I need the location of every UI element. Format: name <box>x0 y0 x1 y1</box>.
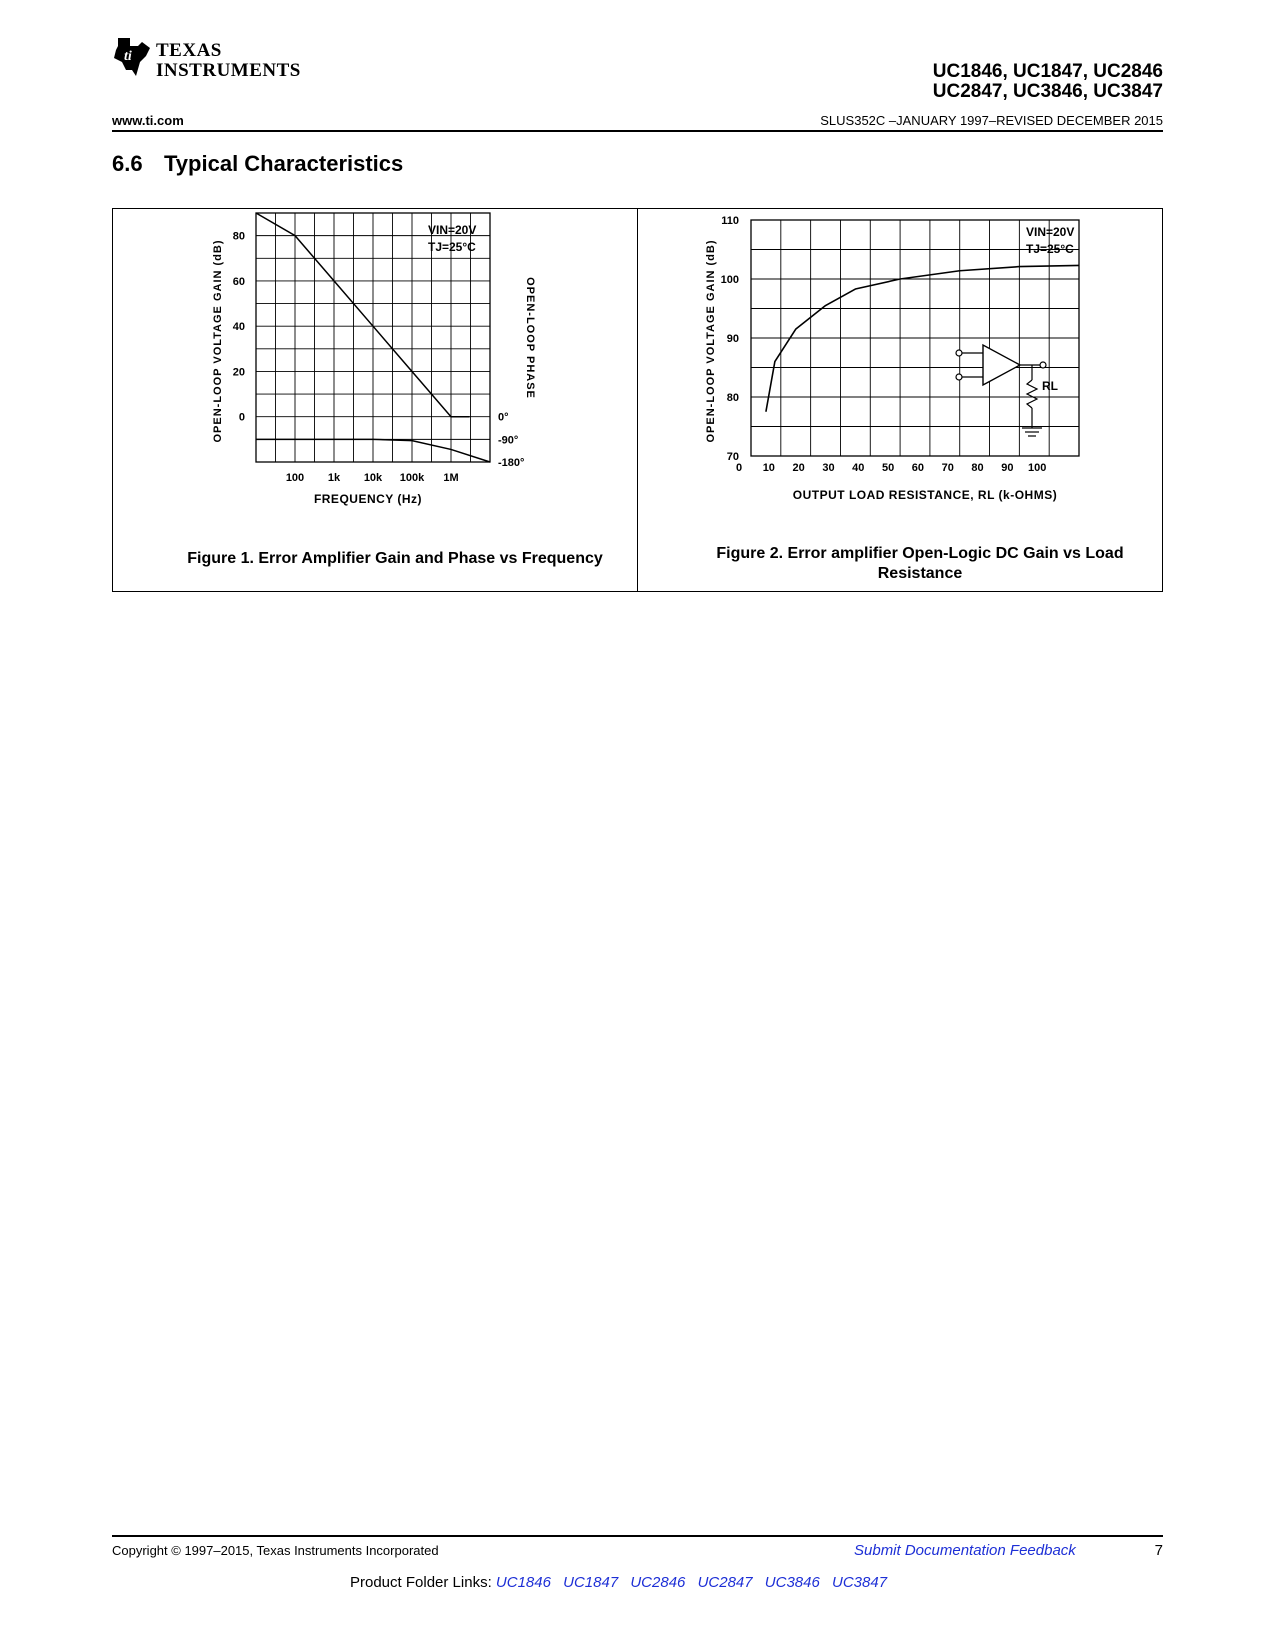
footer-rule <box>112 1535 1163 1537</box>
figure-2-series-gain <box>766 265 1079 411</box>
product-link-uc2847[interactable]: UC2847 <box>697 1574 753 1591</box>
figure-1-y2-tick-label: -90° <box>498 434 519 447</box>
figure-2-x-tick-label: 10 <box>762 462 775 474</box>
figure-1-y-tick-label: 80 <box>232 230 245 243</box>
product-link-uc2846[interactable]: UC2846 <box>630 1574 686 1591</box>
section-title: Typical Characteristics <box>164 151 404 176</box>
figure-2-y-tick-label: 110 <box>721 215 739 227</box>
figure-2-annotation-tj: TJ=25°C <box>1026 242 1074 256</box>
product-link-uc1847[interactable]: UC1847 <box>563 1574 619 1591</box>
figure-1-annotation-tj: TJ=25°C <box>428 240 476 254</box>
figure-1-caption: Figure 1. Error Amplifier Gain and Phase vs Frequency <box>187 550 603 567</box>
figure-2-x-tick-label: 60 <box>911 462 925 474</box>
figure-1-y-tick-label: 60 <box>232 275 245 288</box>
figure-2-x-tick-label: 50 <box>881 462 895 474</box>
op-amp-schematic <box>956 345 1046 436</box>
figure-2-x-tick-label: 80 <box>971 462 984 474</box>
figure-2-x-axis-label: OUTPUT LOAD RESISTANCE, RL (k-OHMS) <box>792 488 1058 502</box>
figure-2-x-tick-label: 40 <box>852 462 865 474</box>
submit-feedback-link[interactable]: Submit Documentation Feedback <box>854 1542 1076 1559</box>
product-folder-links <box>350 1574 895 1591</box>
product-folder-label: Product Folder Links: <box>350 1574 492 1591</box>
figure-2-y-tick-label: 80 <box>726 392 739 404</box>
figure-1-y-axis-label: OPEN-LOOP VOLTAGE GAIN (dB) <box>212 239 224 443</box>
figure-2-y-tick-label: 70 <box>726 451 739 463</box>
figure-2-x-tick-label: 0 <box>735 462 743 474</box>
figure-1-x-tick-label: 100k <box>399 472 425 484</box>
figure-1-y2-axis-label: OPEN-LOOP PHASE <box>524 277 536 399</box>
figure-1-annotation-vin: VIN=20V <box>428 223 477 237</box>
figure-1-y-tick-label: 20 <box>232 366 245 379</box>
figure-1-y-tick-label: 0 <box>238 411 245 424</box>
figure-2-series <box>766 265 1079 411</box>
svg-text:ti: ti <box>124 49 132 64</box>
site-link[interactable]: www.ti.com <box>112 113 184 128</box>
copyright: Copyright © 1997–2015, Texas Instruments Incorporated <box>112 1543 439 1558</box>
figure-2-y-tick-label: 100 <box>720 274 739 286</box>
figure-2-x-tick-label: 30 <box>822 462 835 474</box>
figure-1-x-axis-label: FREQUENCY (Hz) <box>313 492 423 506</box>
figure-1-y-tick-label: 40 <box>232 321 245 334</box>
figure-2-annotation-vin: VIN=20V <box>1026 225 1075 239</box>
figure-1-x-tick-label: 1M <box>443 472 459 484</box>
figure-1-x-tick-label: 10k <box>363 472 383 484</box>
logo-text-texas: TEXAS <box>156 40 222 61</box>
product-link-uc3847[interactable]: UC3847 <box>832 1574 888 1591</box>
figure-2-y-axis-label: OPEN-LOOP VOLTAGE GAIN (dB) <box>705 239 717 443</box>
product-link-uc3846[interactable]: UC3846 <box>764 1574 820 1591</box>
figure-1-y2-tick-label: -180° <box>498 457 525 469</box>
figure-2-y-tick-label: 90 <box>726 333 739 345</box>
section-number: 6.6 <box>112 151 143 176</box>
figure-1-y2-tick-label: 0° <box>498 411 509 424</box>
document-id: SLUS352C –JANUARY 1997–REVISED DECEMBER 2015 <box>820 113 1163 128</box>
figure-2-x-tick-label: 20 <box>792 462 805 474</box>
figure-2-x-tick-label: 90 <box>1001 462 1014 474</box>
product-link-uc1846[interactable]: UC1846 <box>495 1574 551 1591</box>
figure-1-x-tick-label: 1k <box>327 472 341 484</box>
part-numbers-line1: UC1846, UC1847, UC2846 <box>932 61 1163 82</box>
figure-2-caption: Figure 2. Error amplifier Open-Logic DC Gain vs Load Resistance <box>716 545 1124 582</box>
figure-2-x-tick-label: 100 <box>1028 462 1047 474</box>
part-numbers-line2: UC2847, UC3846, UC3847 <box>932 81 1163 102</box>
figure-2-chart <box>0 0 1275 600</box>
figure-2-x-tick-label: 70 <box>941 462 954 474</box>
figure-1-x-tick-label: 100 <box>285 472 305 484</box>
page-number: 7 <box>1154 1542 1163 1559</box>
rl-label: RL <box>1042 379 1058 393</box>
logo-text-instruments: INSTRUMENTS <box>156 60 301 81</box>
